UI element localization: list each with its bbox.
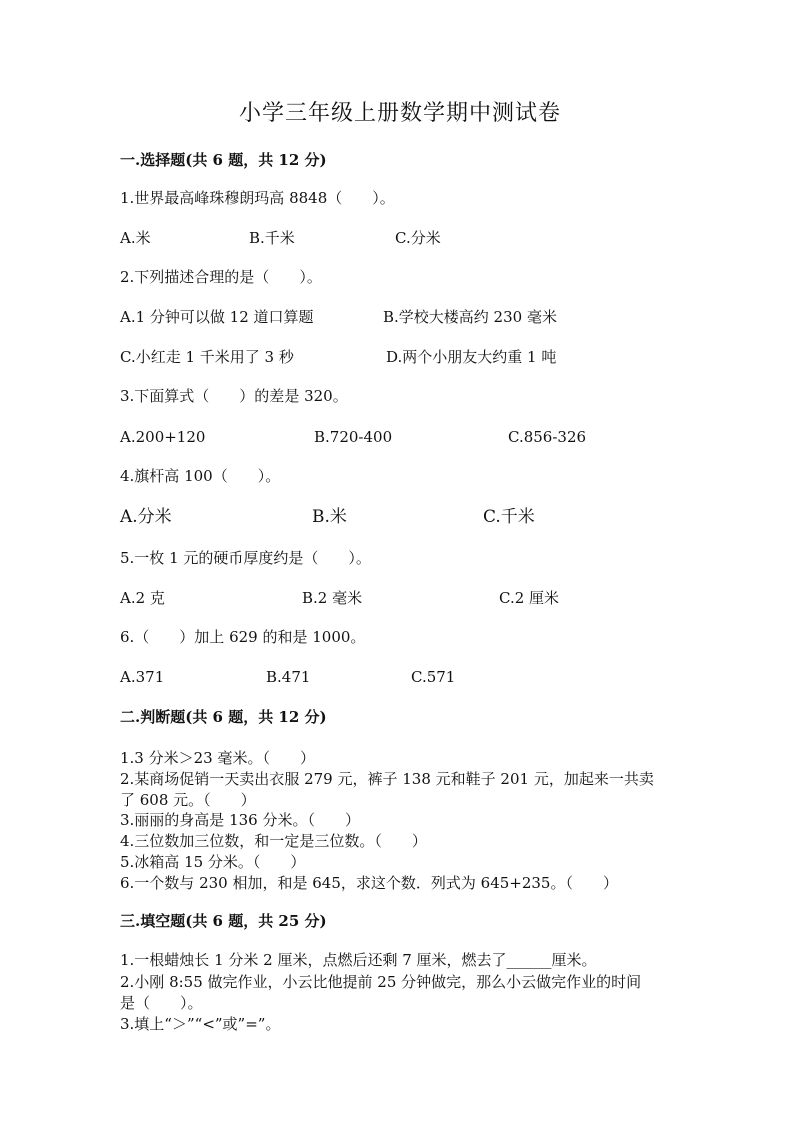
statement-text: 1.3 分米＞23 毫米。（ ） xyxy=(120,749,315,767)
fill-question-text: 1.一根蜡烛长 1 分米 2 厘米，点燃后还剩 7 厘米，燃去了______厘米。 xyxy=(120,951,597,969)
statement-text: 3.丽丽的身高是 136 分米。（ ） xyxy=(120,811,360,829)
option: A.1 分钟可以做 12 道口算题 xyxy=(120,308,314,326)
option: A.米 xyxy=(120,229,151,247)
question-text: 6.（ ）加上 629 的和是 1000。 xyxy=(120,628,366,646)
option: C.856-326 xyxy=(508,428,587,446)
section-heading-true-false: 二.判断题(共 6 题，共 12 分) xyxy=(120,708,327,726)
fill-question-text: 2.小刚 8:55 做完作业，小云比他提前 25 分钟做完，那么小云做完作业的时间 xyxy=(120,973,642,991)
option: B.471 xyxy=(266,668,311,686)
statement-text: 5.冰箱高 15 分米。（ ） xyxy=(120,853,306,871)
option: C.小红走 1 千米用了 3 秒 xyxy=(120,348,294,366)
section-heading-choice: 一.选择题(共 6 题，共 12 分) xyxy=(120,151,327,169)
option: C.千米 xyxy=(483,507,535,527)
question-text: 3.下面算式（ ）的差是 320。 xyxy=(120,387,348,405)
option: D.两个小朋友大约重 1 吨 xyxy=(386,348,557,366)
section-heading-fill-in: 三.填空题(共 6 题，共 25 分) xyxy=(120,912,327,930)
option: B.千米 xyxy=(249,229,295,247)
option: A.2 克 xyxy=(120,589,165,607)
statement-text: 2.某商场促销一天卖出衣服 279 元，裤子 138 元和鞋子 201 元，加起来一共卖 xyxy=(120,770,654,788)
option: A.分米 xyxy=(120,507,172,527)
question-text: 4.旗杆高 100（ ）。 xyxy=(120,467,281,485)
question-text: 1.世界最高峰珠穆朗玛高 8848（ ）。 xyxy=(120,189,395,207)
option: B.学校大楼高约 230 毫米 xyxy=(383,308,557,326)
statement-text: 4.三位数加三位数，和一定是三位数。（ ） xyxy=(120,832,427,850)
option: A.200+120 xyxy=(120,428,206,446)
fill-question-text: 是（ ）。 xyxy=(120,994,203,1012)
option: B.米 xyxy=(312,507,347,527)
option: C.571 xyxy=(411,668,456,686)
question-text: 5.一枚 1 元的硬币厚度约是（ ）。 xyxy=(120,549,371,567)
statement-text: 了 608 元。（ ） xyxy=(120,791,256,809)
option: C.分米 xyxy=(395,229,441,247)
option: C.2 厘米 xyxy=(499,589,560,607)
option: B.2 毫米 xyxy=(302,589,363,607)
option: B.720-400 xyxy=(314,428,393,446)
fill-question-text: 3.填上“＞”“<”或”=”。 xyxy=(120,1015,281,1033)
page-title: 小学三年级上册数学期中测试卷 xyxy=(238,101,561,126)
option: A.371 xyxy=(120,668,165,686)
statement-text: 6.一个数与 230 相加，和是 645，求这个数．列式为 645+235。（ ） xyxy=(120,874,618,892)
question-text: 2.下列描述合理的是（ ）。 xyxy=(120,268,322,286)
